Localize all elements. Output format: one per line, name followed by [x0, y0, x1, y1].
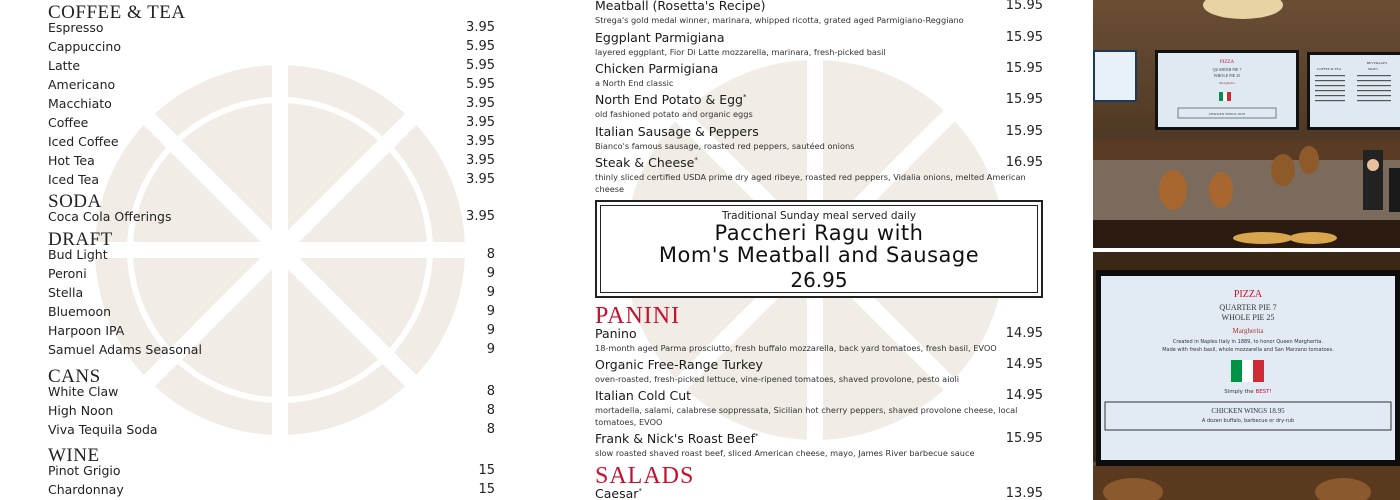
menu-item-name: Coca Cola Offerings: [48, 209, 172, 224]
menu-item: [48, 266, 495, 285]
section-heading: SODA: [48, 191, 102, 212]
menu-item-name: [595, 431, 1043, 446]
menu-item-name-text: Chicken Parmigiana: [595, 61, 719, 76]
menu-item-name: [595, 0, 1043, 13]
menu-item-name: Iced Tea: [48, 172, 100, 187]
menu-item: [48, 285, 495, 304]
menu-item-description: old fashioned potato and organic eggs: [595, 109, 753, 119]
menu-item: [595, 124, 1043, 152]
asterisk-mark: *: [742, 92, 747, 101]
menu-item: [595, 431, 1043, 459]
menu-item-price: 3.95: [466, 209, 495, 224]
menu-item-name: White Claw: [48, 384, 119, 399]
menu-item: [48, 172, 495, 191]
menu-item-description: Bianco's famous sausage, roasted red peppers, sautéed onions: [595, 141, 855, 151]
special-intro: Traditional Sunday meal served daily: [721, 210, 917, 222]
section-heading: CANS: [48, 366, 101, 387]
screen-desc-1: Created in Naples Italy in 1889, to honor Queen Margherita.: [1172, 339, 1324, 345]
photo-panel: [1093, 0, 1400, 500]
menu-item-name: [595, 30, 1043, 45]
menu-item-name: [595, 61, 1043, 76]
menu-item: [595, 486, 1043, 500]
menu-item-price: 3.95: [466, 134, 495, 149]
screen-quarter-pie: QUARTER PIE 7: [1219, 303, 1277, 312]
screen-whole-pie: WHOLE PIE 25: [1221, 313, 1275, 322]
menu-item-name: Harpoon IPA: [48, 323, 125, 338]
menu-item-name: [595, 486, 1043, 500]
menu-item: [48, 153, 495, 172]
screen1-footer: CHICKEN WINGS 18.95: [1208, 112, 1246, 116]
menu-item-price: 15: [478, 482, 495, 497]
menu-item-description: slow roasted shaved roast beef, sliced American cheese, mayo, James River barbecue sauce: [595, 448, 975, 458]
section-heading: WINE: [48, 445, 100, 466]
screen1-line-2: WHOLE PIE 25: [1213, 73, 1241, 78]
menu-item: [48, 422, 495, 441]
menu-item-price: 14.95: [1005, 357, 1043, 372]
menu-item-name-text: Meatball (Rosetta's Recipe): [595, 0, 766, 13]
menu-item: [48, 403, 495, 422]
special-title: [597, 222, 1041, 266]
menu-item: [48, 384, 495, 403]
screen2-left-title: COFFEE & TEA: [1316, 67, 1342, 71]
menu-item-name: Americano: [48, 77, 116, 92]
restaurant-counter-photo: [1093, 0, 1400, 248]
menu-item: [595, 30, 1043, 58]
screen-pizza-title: PIZZA: [1233, 289, 1263, 300]
menu-item-name: Viva Tequila Soda: [48, 422, 158, 437]
menu-item-name: [595, 357, 1043, 372]
screen-chicken-wings: CHICKEN WINGS 18.95: [1211, 407, 1285, 415]
pizza-screen-photo: [1093, 252, 1400, 500]
menu-item-name-text: Italian Sausage & Peppers: [595, 124, 759, 139]
menu-item-price: 15.95: [1005, 431, 1043, 446]
menu-item-price: 15.95: [1005, 61, 1043, 76]
menu-item-price: 15.95: [1005, 30, 1043, 45]
menu-item-price: 8: [486, 247, 495, 262]
menu-item-name: Coffee: [48, 115, 89, 130]
menu-item-name-text: Italian Cold Cut: [595, 388, 692, 403]
special-line-1: Paccheri Ragu with: [714, 221, 924, 245]
menu-item-name: Bluemoon: [48, 304, 112, 319]
menu-item-price: 8: [486, 384, 495, 399]
menu-item-price: 14.95: [1005, 388, 1043, 403]
menu-item-price: 9: [486, 323, 495, 338]
asterisk-mark: *: [754, 431, 759, 440]
menu-item: [595, 155, 1043, 195]
menu-item: [48, 482, 495, 500]
menu-item-name-text: Caesar: [595, 486, 639, 500]
menu-item-price: 3.95: [466, 96, 495, 111]
menu-item-price: 9: [486, 285, 495, 300]
menu-item: [595, 357, 1043, 385]
menu-item-name: Hot Tea: [48, 153, 95, 168]
screen-wings-desc: A dozen buffalo, barbecue or dry-rub: [1201, 418, 1295, 424]
screen1-line-3: Margherita: [1219, 81, 1235, 85]
menu-item-description: thinly sliced certified USDA prime dry aged ribeye, roasted red peppers, Vidalia onions, melted American cheese: [595, 172, 1026, 194]
menu-item-price: 3.95: [466, 115, 495, 130]
screen-margherita: Margherita: [1232, 327, 1264, 335]
menu-item-name: Pinot Grigio: [48, 463, 121, 478]
menu-item-description: layered eggplant, Fior Di Latte mozzarella, marinara, fresh-picked basil: [595, 47, 886, 57]
menu-item-name-text: Eggplant Parmigiana: [595, 30, 725, 45]
asterisk-mark: *: [638, 486, 642, 495]
menu-item-name: Chardonnay: [48, 482, 124, 497]
menu-item-name: [595, 155, 1043, 170]
menu-item-price: 15.95: [1005, 124, 1043, 139]
menu-item-price: 15: [478, 463, 495, 478]
menu-item-price: 14.95: [1005, 326, 1043, 341]
menu-item-name: Latte: [48, 58, 81, 73]
menu-item-name: Iced Coffee: [48, 134, 119, 149]
menu-item-price: 8: [486, 403, 495, 418]
salads-heading: SALADS: [595, 463, 695, 489]
menu-item-name: Macchiato: [48, 96, 112, 111]
menu-item-name: Peroni: [48, 266, 87, 281]
section-heading: COFFEE & TEA: [48, 2, 186, 23]
menu-item-price: 13.95: [1005, 486, 1043, 500]
menu-item-name-text: North End Potato & Egg: [595, 92, 743, 107]
screen2-right-title: BEVERAGES: [1366, 61, 1388, 65]
screen2-sub: DRAFT: [1368, 67, 1378, 71]
screen1-line-1: QUARTER PIE 7: [1212, 67, 1242, 72]
menu-item-price: 16.95: [1005, 155, 1043, 170]
menu-item-name: Samuel Adams Seasonal: [48, 342, 202, 357]
menu-item-name: Bud Light: [48, 247, 108, 262]
menu-item: [595, 326, 1043, 354]
menu-item-name: [595, 326, 1043, 341]
menu-item-name-text: Frank & Nick's Roast Beef: [595, 431, 755, 446]
food-menu-panel: [545, 0, 1093, 500]
menu-item: [48, 247, 495, 266]
menu-item: [48, 58, 495, 77]
menu-item-price: 5.95: [466, 39, 495, 54]
menu-item-price: 15.95: [1005, 0, 1043, 13]
menu-item-price: 9: [486, 342, 495, 357]
menu-item: [48, 77, 495, 96]
menu-item-name: [595, 92, 1043, 107]
menu-item: [595, 0, 1043, 26]
menu-item-price: 5.95: [466, 58, 495, 73]
panini-heading: PANINI: [595, 303, 681, 329]
menu-item: [48, 115, 495, 134]
screen-tagline: Simply the BEST!: [1224, 389, 1272, 395]
menu-item: [48, 96, 495, 115]
menu-item: [595, 92, 1043, 120]
asterisk-mark: *: [694, 155, 698, 164]
menu-item-price: 9: [486, 266, 495, 281]
menu-item-name: Cappuccino: [48, 39, 121, 54]
menu-item-name: [595, 124, 1043, 139]
menu-item: [48, 323, 495, 342]
menu-item-description: a North End classic: [595, 78, 674, 88]
screen-desc-2: Made with fresh basil, whole mozzarella and San Marzano tomatoes.: [1162, 347, 1334, 353]
menu-item-name-text: Steak & Cheese: [595, 155, 695, 170]
menu-item-description: 18-month aged Parma prosciutto, fresh buffalo mozzarella, back yard tomatoes, fresh basil, EVOO: [595, 343, 997, 353]
beverage-menu-panel: [0, 0, 545, 500]
menu-item-price: 3.95: [466, 153, 495, 168]
menu-item: [595, 388, 1043, 428]
menu-item: [48, 134, 495, 153]
menu-item: [48, 304, 495, 323]
special-line-2: Mom's Meatball and Sausage: [658, 243, 980, 267]
menu-item-price: 9: [486, 304, 495, 319]
menu-item-price: 15.95: [1005, 92, 1043, 107]
menu-item-price: 3.95: [466, 172, 495, 187]
screen1-title: PIZZA: [1219, 60, 1235, 65]
menu-item-name: Stella: [48, 285, 84, 300]
menu-item-name: Espresso: [48, 20, 104, 35]
menu-item: [48, 209, 495, 228]
menu-item-name: [595, 388, 1043, 403]
menu-item: [48, 20, 495, 39]
special-price: 26.95: [790, 268, 848, 292]
menu-item: [48, 39, 495, 58]
italian-flag-icon: [1231, 360, 1264, 382]
menu-item-description: mortadella, salami, calabrese soppressata, Sicilian hot cherry peppers, shaved provolone cheese, local tomatoes, EVOO: [595, 405, 1018, 427]
section-heading: DRAFT: [48, 229, 113, 250]
menu-item: [48, 463, 495, 482]
menu-item-price: 5.95: [466, 77, 495, 92]
menu-item-name: High Noon: [48, 403, 114, 418]
menu-item: [48, 342, 495, 361]
menu-item-name-text: Panino: [595, 326, 637, 341]
sunday-special-box: [595, 200, 1043, 298]
menu-item-name-text: Organic Free-Range Turkey: [595, 357, 763, 372]
menu-item-price: 3.95: [466, 20, 495, 35]
menu-item-description: Strega's gold medal winner, marinara, whipped ricotta, grated aged Parmigiano-Reggiano: [595, 15, 964, 25]
menu-item-description: oven-roasted, fresh-picked lettuce, vine-ripened tomatoes, shaved provolone, pesto aioli: [595, 374, 960, 384]
menu-item: [595, 61, 1043, 89]
menu-item-price: 8: [486, 422, 495, 437]
